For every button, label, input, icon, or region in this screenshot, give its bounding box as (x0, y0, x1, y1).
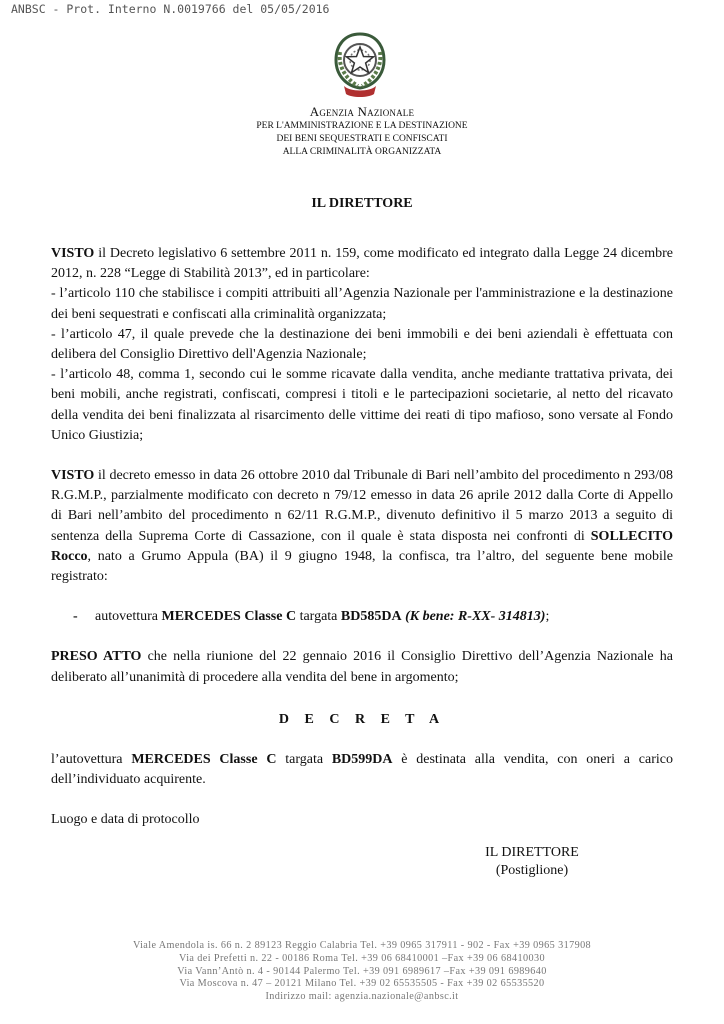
visto-legislative-paragraph (51, 244, 673, 284)
decision-paragraph: l’autovettura MERCEDES Classe C targata BD599DA è destinata alla vendita, con oneri a carico dell’individuato acquirente. (51, 752, 673, 788)
signature-name: (Postiglione) (495, 863, 569, 878)
signature-title: IL DIRETTORE (485, 845, 579, 860)
bullet-dash: - (73, 609, 78, 625)
vehicle-plate: BD585DA (340, 609, 402, 625)
visto-decree-paragraph (51, 466, 673, 587)
vehicle-list-item (51, 607, 673, 627)
decision-vehicle-plate: BD599DA (331, 752, 393, 768)
place-and-date: Luogo e data di protocollo (51, 812, 200, 828)
document-title: IL DIRETTORE (311, 196, 413, 211)
agency-subtitle-line: ALLA CRIMINALITÀ ORGANIZZATA (282, 147, 442, 157)
subject-name: SOLLECITO Rocco (51, 528, 673, 564)
asset-code: (K bene: R-XX- 314813) (405, 609, 546, 625)
visto-decree-text: il decreto emesso in data 26 ottobre 2010 dal Tribunale di Bari nell’ambito del procedimento n 293/08 R.G.M.P., parzialmente modificato con decreto n 79/12 emesso in data 26 aprile 2012 dalla Corte di Appello di Bari nell’ambito del procedimento n 62/11 R.G.M.P., divenuto definitivo il 5 marzo 2013 a seguito di sentenza della Suprema Corte di Cassazione, con il quale è stata disposta nei confronti di (51, 468, 673, 544)
italian-republic-emblem-icon (330, 30, 390, 100)
article-110-item: - l’articolo 110 che stabilisce i compiti attribuiti all’Agenzia Nazionale per l'amministrazione e la destinazione dei beni sequestrati e confiscati alla criminalità organizzata; (51, 286, 673, 322)
visto-keyword: VISTO (51, 246, 95, 261)
footer-line: Via Vann’Antò n. 4 - 90144 Palermo Tel. +39 091 6989617 –Fax +39 091 6989640 (177, 965, 547, 977)
footer-line: Via Moscova n. 47 – 20121 Milano Tel. +39 02 65535505 - Fax +39 02 65535520 (179, 978, 545, 990)
footer-line: Viale Amendola is. 66 n. 2 89123 Reggio Calabria Tel. +39 0965 317911 - 902 - Fax +39 0965 317908 (132, 940, 592, 951)
decreta-heading: D E C R E T A (278, 711, 446, 727)
preso-atto-paragraph (51, 647, 673, 687)
footer-line: Via dei Prefetti n. 22 - 00186 Roma Tel. +39 06 68410001 –Fax +39 06 68410030 (179, 952, 545, 964)
document-body (51, 244, 673, 831)
preso-atto-keyword: PRESO ATTO (51, 649, 142, 665)
signature-block (482, 844, 582, 880)
visto-keyword: VISTO (51, 468, 95, 484)
vehicle-description: autovettura MERCEDES Classe C targata BD585DA (K bene: R-XX- 314813); (95, 609, 550, 625)
article-47-item: - l’articolo 47, il quale prevede che la destinazione dei beni immobili e dei beni aziendali è effettuata con delibera del Consiglio Direttivo dell'Agenzia Nazionale; (51, 326, 673, 363)
protocol-stamp: ANBSC - Prot. Interno N.0019766 del 05/05/2016 (11, 2, 330, 16)
visto-intro-text: il Decreto legislativo 6 settembre 2011 n. 159, come modificato ed integrato dalla Legge 24 dicembre 2012, n. 228 “Legge di Stabilità 2013”, ed in particolare: (51, 246, 673, 282)
agency-title: Agenzia Nazionale (309, 104, 415, 119)
decision-vehicle-model: MERCEDES Classe C (131, 752, 277, 768)
preso-atto-text: che nella riunione del 22 gennaio 2016 il Consiglio Direttivo dell’Agenzia Nazionale ha deliberato all’unanimità di procedere alla vendita del bene in argomento; (51, 649, 673, 685)
footer-email: Indirizzo mail: agenzia.nazionale@anbsc.it (265, 991, 459, 1003)
vehicle-model: MERCEDES Classe C (161, 609, 297, 625)
article-48-item: - l’articolo 48, comma 1, secondo cui le somme ricavate dalla vendita, anche mediante trattativa privata, dei beni mobili, anche registrati, confiscati, compresi i titoli e le partecipazioni societarie, al netto del ricavato della vendita dei beni finalizzata al risarcimento delle vittime dei reati di tipo mafioso, sono versate al Fondo Unico Giustizia; (51, 367, 673, 443)
visto-decree-text-end: , nato a Grumo Appula (BA) il 9 giugno 1948, la confisca, tra l’altro, del seguente bene mobile registrato: (51, 548, 673, 585)
footer-addresses (0, 940, 724, 1004)
agency-header (0, 104, 724, 159)
agency-subtitle-line: PER L'AMMINISTRAZIONE E LA DESTINAZIONE (256, 121, 468, 131)
agency-subtitle-line: DEI BENI SEQUESTRATI E CONFISCATI (276, 134, 448, 144)
